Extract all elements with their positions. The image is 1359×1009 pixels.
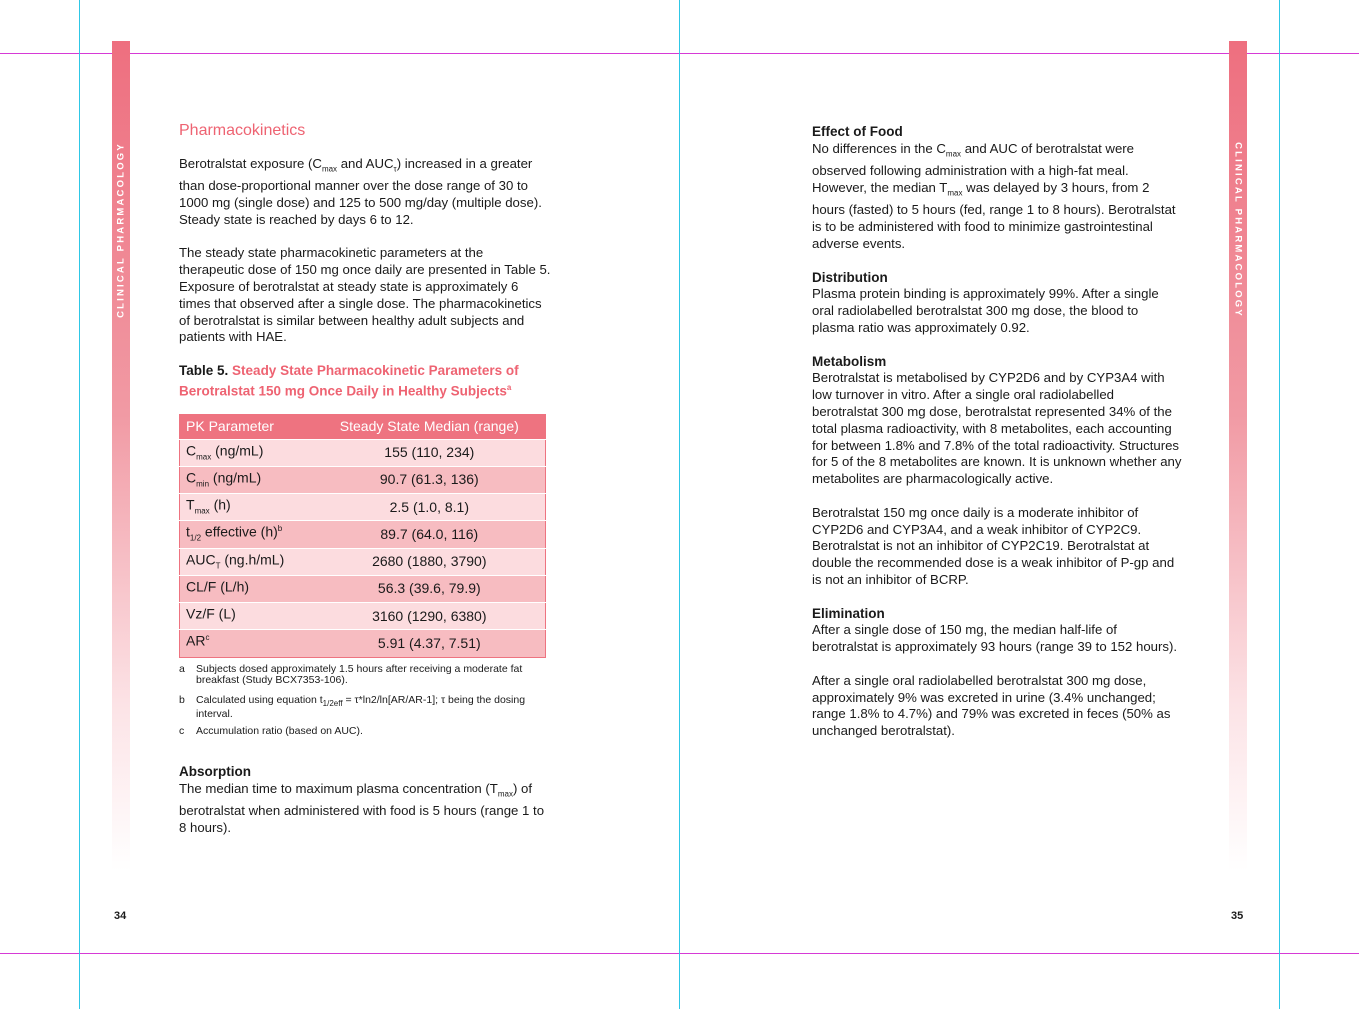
paragraph: The steady state pharmacokinetic parameters at the therapeutic dose of 150 mg once daily are presented in Table 5. Exposure of berotralstat at steady state is approximately 6 times that observed after a single dose. The pharmacokinetics of berotralstat is similar between healthy adult subjects and patients with HAE. [179,245,551,345]
paragraph: Berotralstat exposure ($C_{max}$ and $AUC_\tau$) increased in a greater than dose-proportional manner over the dose range of 30 to 1000 mg (single dose) and 125 to 500 mg/day (multiple dose). Steady state is reached by days 6 to 12. [179,155,542,227]
paragraph: After a single oral radiolabelled berotralstat 300 mg dose, approximately 9% was excreted in urine (3.4% unchanged; range 1.8% to 4.7%) and 79% was excreted in feces (50% as unchanged berotralstat). [812,672,1171,739]
right-page-number: 35 [1231,910,1244,922]
guide-line-center [679,0,680,1009]
absorption-heading: Absorption [179,763,251,779]
table-row: $T_{max}$ (h) 2.5 (1.0, 8.1) [180,494,546,521]
footnote: c Accumulation ratio (based on AUC). [179,724,363,737]
right-column [812,124,1182,757]
table-header: PK Parameter [180,414,314,439]
table-caption: Table 5. Steady State Pharmacokinetic Parameters of Berotralstat 150 mg Once Daily in Healthy Subjects$^a$ [179,363,519,398]
pk-table [179,414,546,658]
food-heading: Effect of Food [812,124,903,139]
guide-line-right [1279,0,1280,1009]
table-row: $AR^c$ 5.91 (4.37, 7.51) [180,630,546,657]
left-page-number: 34 [114,910,127,922]
paragraph: Berotralstat is metabolised by CYP2D6 and by CYP3A4 with low turnover in vitro. After a single oral radiolabelled berotralstat 300 mg dose, berotralstat represented 34% of the total plasma radioactivity, with 8 metabolites, each accounting for between 1.8% and 7.8% of the total radioactivity. Structures for 5 of the 8 metabolites are known. It is unknown whether any metabolites are pharmacologically active. [812,370,1182,487]
table-footnotes [179,664,551,740]
section-heading: Pharmacokinetics [179,122,306,139]
footnote: b Calculated using equation $t_{1/2eff} = \tau*\ln 2/\ln[AR/AR-1]$; τ being the dosing interval. [179,693,526,720]
table-row: CL/F (L/h) 56.3 (39.6, 79.9) [180,575,546,602]
right-spine-label: CLINICAL PHARMACOLOGY [1232,142,1244,318]
left-spine-label: CLINICAL PHARMACOLOGY [115,142,127,318]
metabolism-heading: Metabolism [812,353,887,369]
table-header: Steady State Median (range) [314,414,546,439]
table-row: Vz/F (L) 3160 (1290, 6380) [180,603,546,630]
footnote: a Subjects dosed approximately 1.5 hours after receiving a moderate fat breakfast (Study BCX7353-106). [179,662,523,686]
table-row: $C_{min}$ (ng/mL) 90.7 (61.3, 136) [180,466,546,493]
guide-line-left [79,0,80,1009]
table-row: $AUC_T$ (ng.h/mL) 2680 (1880, 3790) [180,548,546,575]
table-row: $C_{max}$ (ng/mL) 155 (110, 234) [180,439,546,466]
table-row: $t_{1/2}$ effective $(h)^b$ 89.7 (64.0, 116) [180,521,546,548]
paragraph: The median time to maximum plasma concentration $(T_{max})$ of berotralstat when administered with food is 5 hours (range 1 to 8 hours). [179,780,545,835]
paragraph: No differences in the $C_{max}$ and AUC of berotralstat were observed following administration with a high-fat meal. However, the median $T_{max}$ was delayed by 3 hours, from 2 hours (fasted) to 5 hours (fed, range 1 to 8 hours). Berotralstat is to be administered with food to minimize gastrointestinal adverse events. [812,140,1176,252]
paragraph: After a single dose of 150 mg, the median half-life of berotralstat is approximately 93 hours (range 39 to 152 hours). [812,622,1178,655]
distribution-heading: Distribution [812,269,888,285]
paragraph: Berotralstat 150 mg once daily is a moderate inhibitor of CYP2D6 and CYP3A4, and a weak inhibitor of CYP2C9. Berotralstat is not an inhibitor of CYP2C19. Berotralstat at double the recommended dose is a weak inhibitor of P-gp and is not an inhibitor of BCRP. [812,504,1175,587]
paragraph: Plasma protein binding is approximately 99%. After a single oral radiolabelled berotralstat 300 mg dose, the blood to plasma ratio was approximately 0.92. [812,286,1159,336]
elimination-heading: Elimination [812,605,885,621]
left-column [179,123,551,853]
